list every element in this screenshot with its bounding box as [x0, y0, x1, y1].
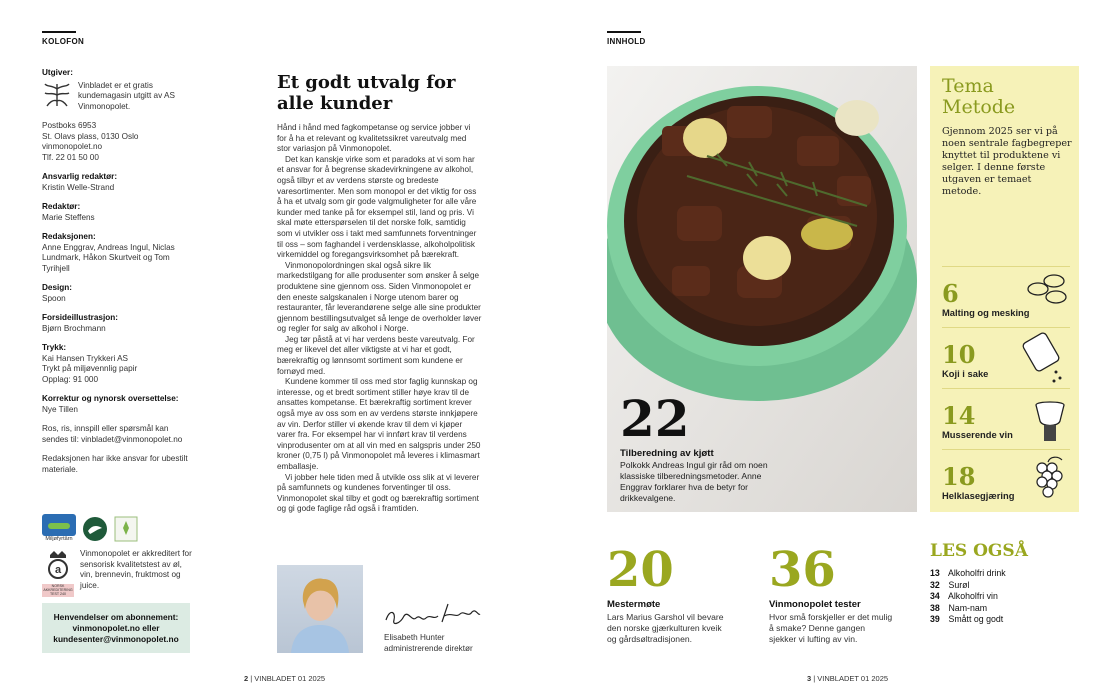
list-item: 34 Alkoholfri vin	[930, 591, 998, 602]
crown-badge-icon	[44, 549, 72, 579]
signature-icon	[382, 598, 482, 632]
list-item: 39 Smått og godt	[930, 614, 1004, 625]
article-paragraph: Vinmonopolordningen skal også sikre lik markedstilgang for alle produsenter som ønsker å selge produktene sine gjennom oss. Siden Vinmonopolet er den eneste salgskanalen i Norge utenom barer og restauranter, får leverandørene selge alle sine produkter gjennom bestillingsutvalget så lenge de overholder løver og regler for salg av alkohol i Norge.	[277, 260, 482, 334]
les-ogsa-list	[930, 568, 1006, 626]
svg-text:a: a	[54, 564, 62, 576]
colofon-contact: Ros, ris, innspill eller spørsmål kan sendes til: vinbladet@vinmonopolet.no	[42, 424, 183, 444]
colofon-ansvarlig: Ansvarlig redaktør: Kristin Welle-Strand	[42, 172, 118, 192]
colofon-disclaimer: Redaksjonen har ikke ansvar for ubestilt materiale.	[42, 454, 188, 474]
article-body	[277, 123, 482, 515]
article-number-20: 20	[607, 542, 674, 598]
ecolabel-icon	[114, 516, 138, 542]
section-tag-innhold: INNHOLD	[607, 37, 646, 46]
article-title-mestermote: Mestermøte	[607, 599, 661, 610]
grapes-icon	[1028, 452, 1070, 500]
article-title-tester: Vinmonopolet tester	[769, 599, 861, 610]
miljofyrtarn-badge: Miljøfyrtårn	[42, 514, 76, 542]
feature-text: Polkokk Andreas Ingul gir råd om noen klassiske tilberedningsmetoder. Anne Enggrav forklarer hva de betyr for drikkevalgene.	[620, 460, 768, 503]
colofon-design: Design: Spoon	[42, 283, 73, 303]
article-paragraph: Jeg tør påstå at vi har verdens beste vareutvalg. For meg er likevel det aller viktigste at vi har et godt, bærekraftig og lønnsomt sortiment som kundene er fornøyd med.	[277, 334, 475, 376]
akkreditert-block: a NORSK AKKREDITERING TEST 240 Vinmonopolet er akkreditert for sensorisk kvalitetstest av øl, vin, brennevin, fruktmost og juice.	[43, 549, 192, 597]
tema-title: Tema Metode	[942, 75, 1016, 118]
les-ogsa-title: LES OGSÅ	[930, 541, 1028, 561]
tema-item: 18 Helklasegjæring	[942, 449, 1070, 509]
footer-right: 3 | VINBLADET 01 2025	[807, 674, 889, 683]
svanemerket-icon	[82, 516, 108, 542]
article-headline: Et godt utvalg for alle kunder	[277, 72, 456, 114]
subscription-box: Henvendelser om abonnement: vinmonopolet.no eller kundesenter@vinmonopolet.no	[42, 603, 190, 653]
grain-icon	[1024, 269, 1070, 307]
tema-item: 14 Musserende vin	[942, 388, 1070, 448]
colofon	[42, 68, 192, 484]
article-text-mestermote: Lars Marius Garshol vil bevare den norske gjærkulturen kveik og gårdsøltradisjonen.	[607, 612, 724, 644]
list-item: 38 Nam-nam	[930, 602, 988, 613]
feature-title: Tilberedning av kjøtt	[620, 448, 714, 459]
section-tag-kolofon: KOLOFON	[42, 37, 85, 46]
tema-item: 10 Koji i sake	[942, 327, 1070, 387]
colofon-trykk: Trykk: Kai Hansen Trykkeri AS Trykt på miljøvennlig papir Opplag: 91 000	[42, 343, 138, 384]
list-item: 13 Alkoholfri drink	[930, 568, 1006, 578]
article-paragraph: Det kan kanskje virke som et paradoks at vi som har et ansvar for å begrense skadevirkningene av alkohol, også tilbyr et av verdens største og bredeste varesortimenter. Men som monopol er det viktig for oss å ha et utvalg som gir gode valgmuligheter for alle våre kunder med tanke på for eksempel stil, land og pris. Vi skal møte etterspørselen til det norske folk, samtidig som vi utvikler oss i takt med samfunnets forventninger til oss – som faghandel i verdensklasse, alkoholpolitisk virkemiddel og foregangsvirksomhet på bærekraft.	[277, 154, 477, 260]
vinmonopolet-logo-icon	[42, 81, 72, 109]
champagne-bottle-icon	[1030, 397, 1070, 443]
article-paragraph: Kundene kommer til oss med stor faglig kunnskap og interesse, og et bredt sortiment stiller høye krav til de ansattes kompetanse. Et bærekraftig sortiment krever også mye av oss som en av verdens største innkjøpere av vin. Derfor stiller vi økende krav til dem vi kjøper varer fra. For eksempel har vi innført krav til verdens vinprodusenter om at all vin med en salgspris under 250 kroner (0,75 l) på Vinmonopolet må leveres i klimasmart emballasje.	[277, 377, 481, 471]
badges-row	[42, 514, 138, 542]
portrait-illustration	[277, 565, 363, 653]
colofon-korrektur: Korrektur og nynorsk oversettelse: Nye Tillen	[42, 394, 179, 414]
colofon-redaksjonen: Redaksjonen: Anne Enggrav, Andreas Ingul, Niclas Lundmark, Håkon Skurtveit og Tom Tyrihjell	[42, 232, 175, 273]
article-text-tester: Hvor små forskjeller er det mulig å smake? Denne gangen sjekker vi lufting av vin.	[769, 612, 893, 644]
tema-item: 6 Malting og mesking	[942, 266, 1070, 324]
koji-shaker-icon	[1020, 328, 1070, 384]
miljofyrtarn-icon	[42, 514, 76, 536]
section-rule	[42, 31, 76, 33]
article-paragraph: Vi jobber hele tiden med å utvikle oss slik at vi leverer på samfunnets og kundenes forventinger til oss. Vinmonopolet skal tilby et godt og bærekraftig sortiment og gi gode faglige råd også i framtiden.	[277, 472, 480, 514]
colofon-address: Postboks 6953 St. Olavs plass, 0130 Oslo vinmonopolet.no Tlf. 22 01 50 00	[42, 121, 139, 162]
colofon-utgiver: Utgiver: Vinbladet er et gratis kundemagasin utgitt av AS Vinmonopolet.	[42, 68, 175, 111]
director-photo	[277, 565, 363, 653]
article-paragraph: Hånd i hånd med fagkompetanse og service jobber vi for å ha et relevant og kvalitetssikret vareutvalg med stor variasjon på Vinmonopolet.	[277, 123, 471, 154]
tema-panel	[930, 66, 1079, 512]
signature-text: Elisabeth Hunter administrerende direktør	[384, 633, 473, 653]
colofon-forside: Forsideillustrasjon: Bjørn Brochmann	[42, 313, 118, 333]
article-number-36: 36	[769, 542, 836, 598]
section-rule	[607, 31, 641, 33]
list-item: 32 Surøl	[930, 579, 970, 590]
akkreditering-badge: a NORSK AKKREDITERING TEST 240	[42, 549, 74, 597]
footer-left: 2 | VINBLADET 01 2025	[244, 674, 326, 683]
colofon-redaktor: Redaktør: Marie Steffens	[42, 202, 95, 222]
feature-number: 22	[620, 389, 690, 448]
tema-text: Gjennom 2025 ser vi på noen sentrale fagbegreper knyttet til produktene vi selger. I denne første utgaven er temaet metode.	[942, 126, 1072, 197]
